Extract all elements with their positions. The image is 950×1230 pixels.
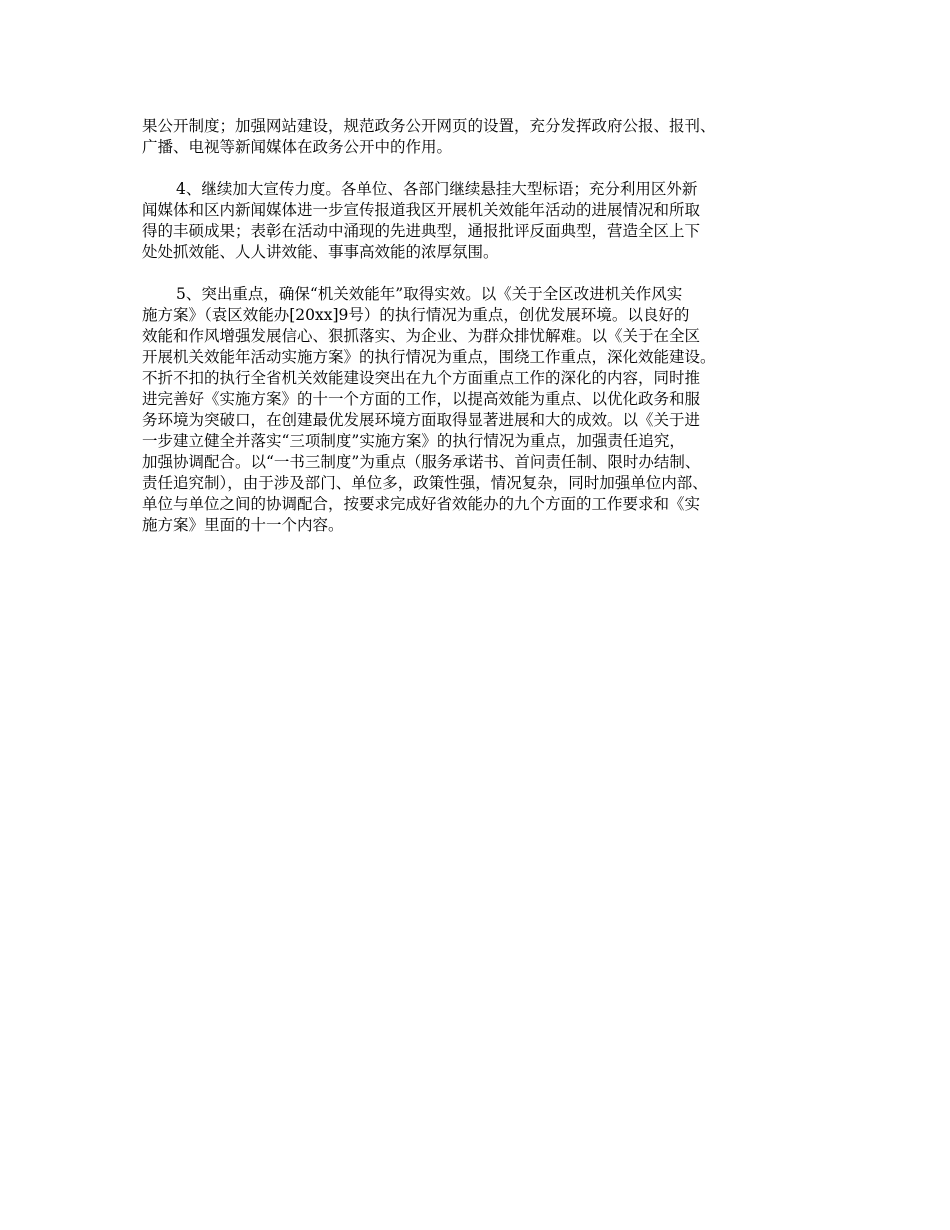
text-line: 处处抓效能、人人讲效能、事事高效能的浓厚氛围。 xyxy=(142,243,499,261)
text-line: 开展机关效能年活动实施方案》的执行情况为重点，围绕工作重点，深化效能建设。 xyxy=(142,348,716,366)
text-line: 务环境为突破口，在创建最优发展环境方面取得显著进展和大的成效。以《关于进 xyxy=(142,411,701,429)
text-line: 5、突出重点，确保“机关效能年”取得实效。以《关于全区改进机关作风实 xyxy=(176,285,683,303)
text-line: 加强协调配合。以“一书三制度”为重点（服务承诺书、首问责任制、限时办结制、 xyxy=(142,453,701,471)
text-line: 不折不扣的执行全省机关效能建设突出在九个方面重点工作的深化的内容，同时推 xyxy=(142,369,701,387)
text-line: 施方案》里面的十一个内容。 xyxy=(142,516,344,534)
text-line: 果公开制度；加强网站建设，规范政务公开网页的设置，充分发挥政府公报、报刊、 xyxy=(142,117,716,135)
document-body xyxy=(142,116,822,557)
paragraph-1 xyxy=(142,116,822,158)
text-line: 责任追究制），由于涉及部门、单位多，政策性强，情况复杂，同时加强单位内部、 xyxy=(142,474,708,492)
text-line: 施方案》（袁区效能办[20xx]9号）的执行情况为重点，创优发展环境。以良好的 xyxy=(142,306,690,324)
text-line: 4、继续加大宣传力度。各单位、各部门继续悬挂大型标语；充分利用区外新 xyxy=(176,180,698,198)
text-line: 得的丰硕成果；表彰在活动中涌现的先进典型，通报批评反面典型，营造全区上下 xyxy=(142,222,701,240)
text-line: 进完善好《实施方案》的十一个方面的工作，以提高效能为重点、以优化政务和服 xyxy=(142,390,701,408)
text-line: 单位与单位之间的协调配合，按要求完成好省效能办的九个方面的工作要求和《实 xyxy=(142,495,701,513)
text-line: 广播、电视等新闻媒体在政务公开中的作用。 xyxy=(142,138,453,156)
paragraph-3 xyxy=(142,284,822,536)
text-line: 效能和作风增强发展信心、狠抓落实、为企业、为群众排忧解难。以《关于在全区 xyxy=(142,327,701,345)
text-line: 闻媒体和区内新闻媒体进一步宣传报道我区开展机关效能年活动的进展情况和所取 xyxy=(142,201,701,219)
text-line: 一步建立健全并落实“三项制度”实施方案》的执行情况为重点，加强责任追究， xyxy=(142,432,685,450)
paragraph-2 xyxy=(142,179,822,263)
